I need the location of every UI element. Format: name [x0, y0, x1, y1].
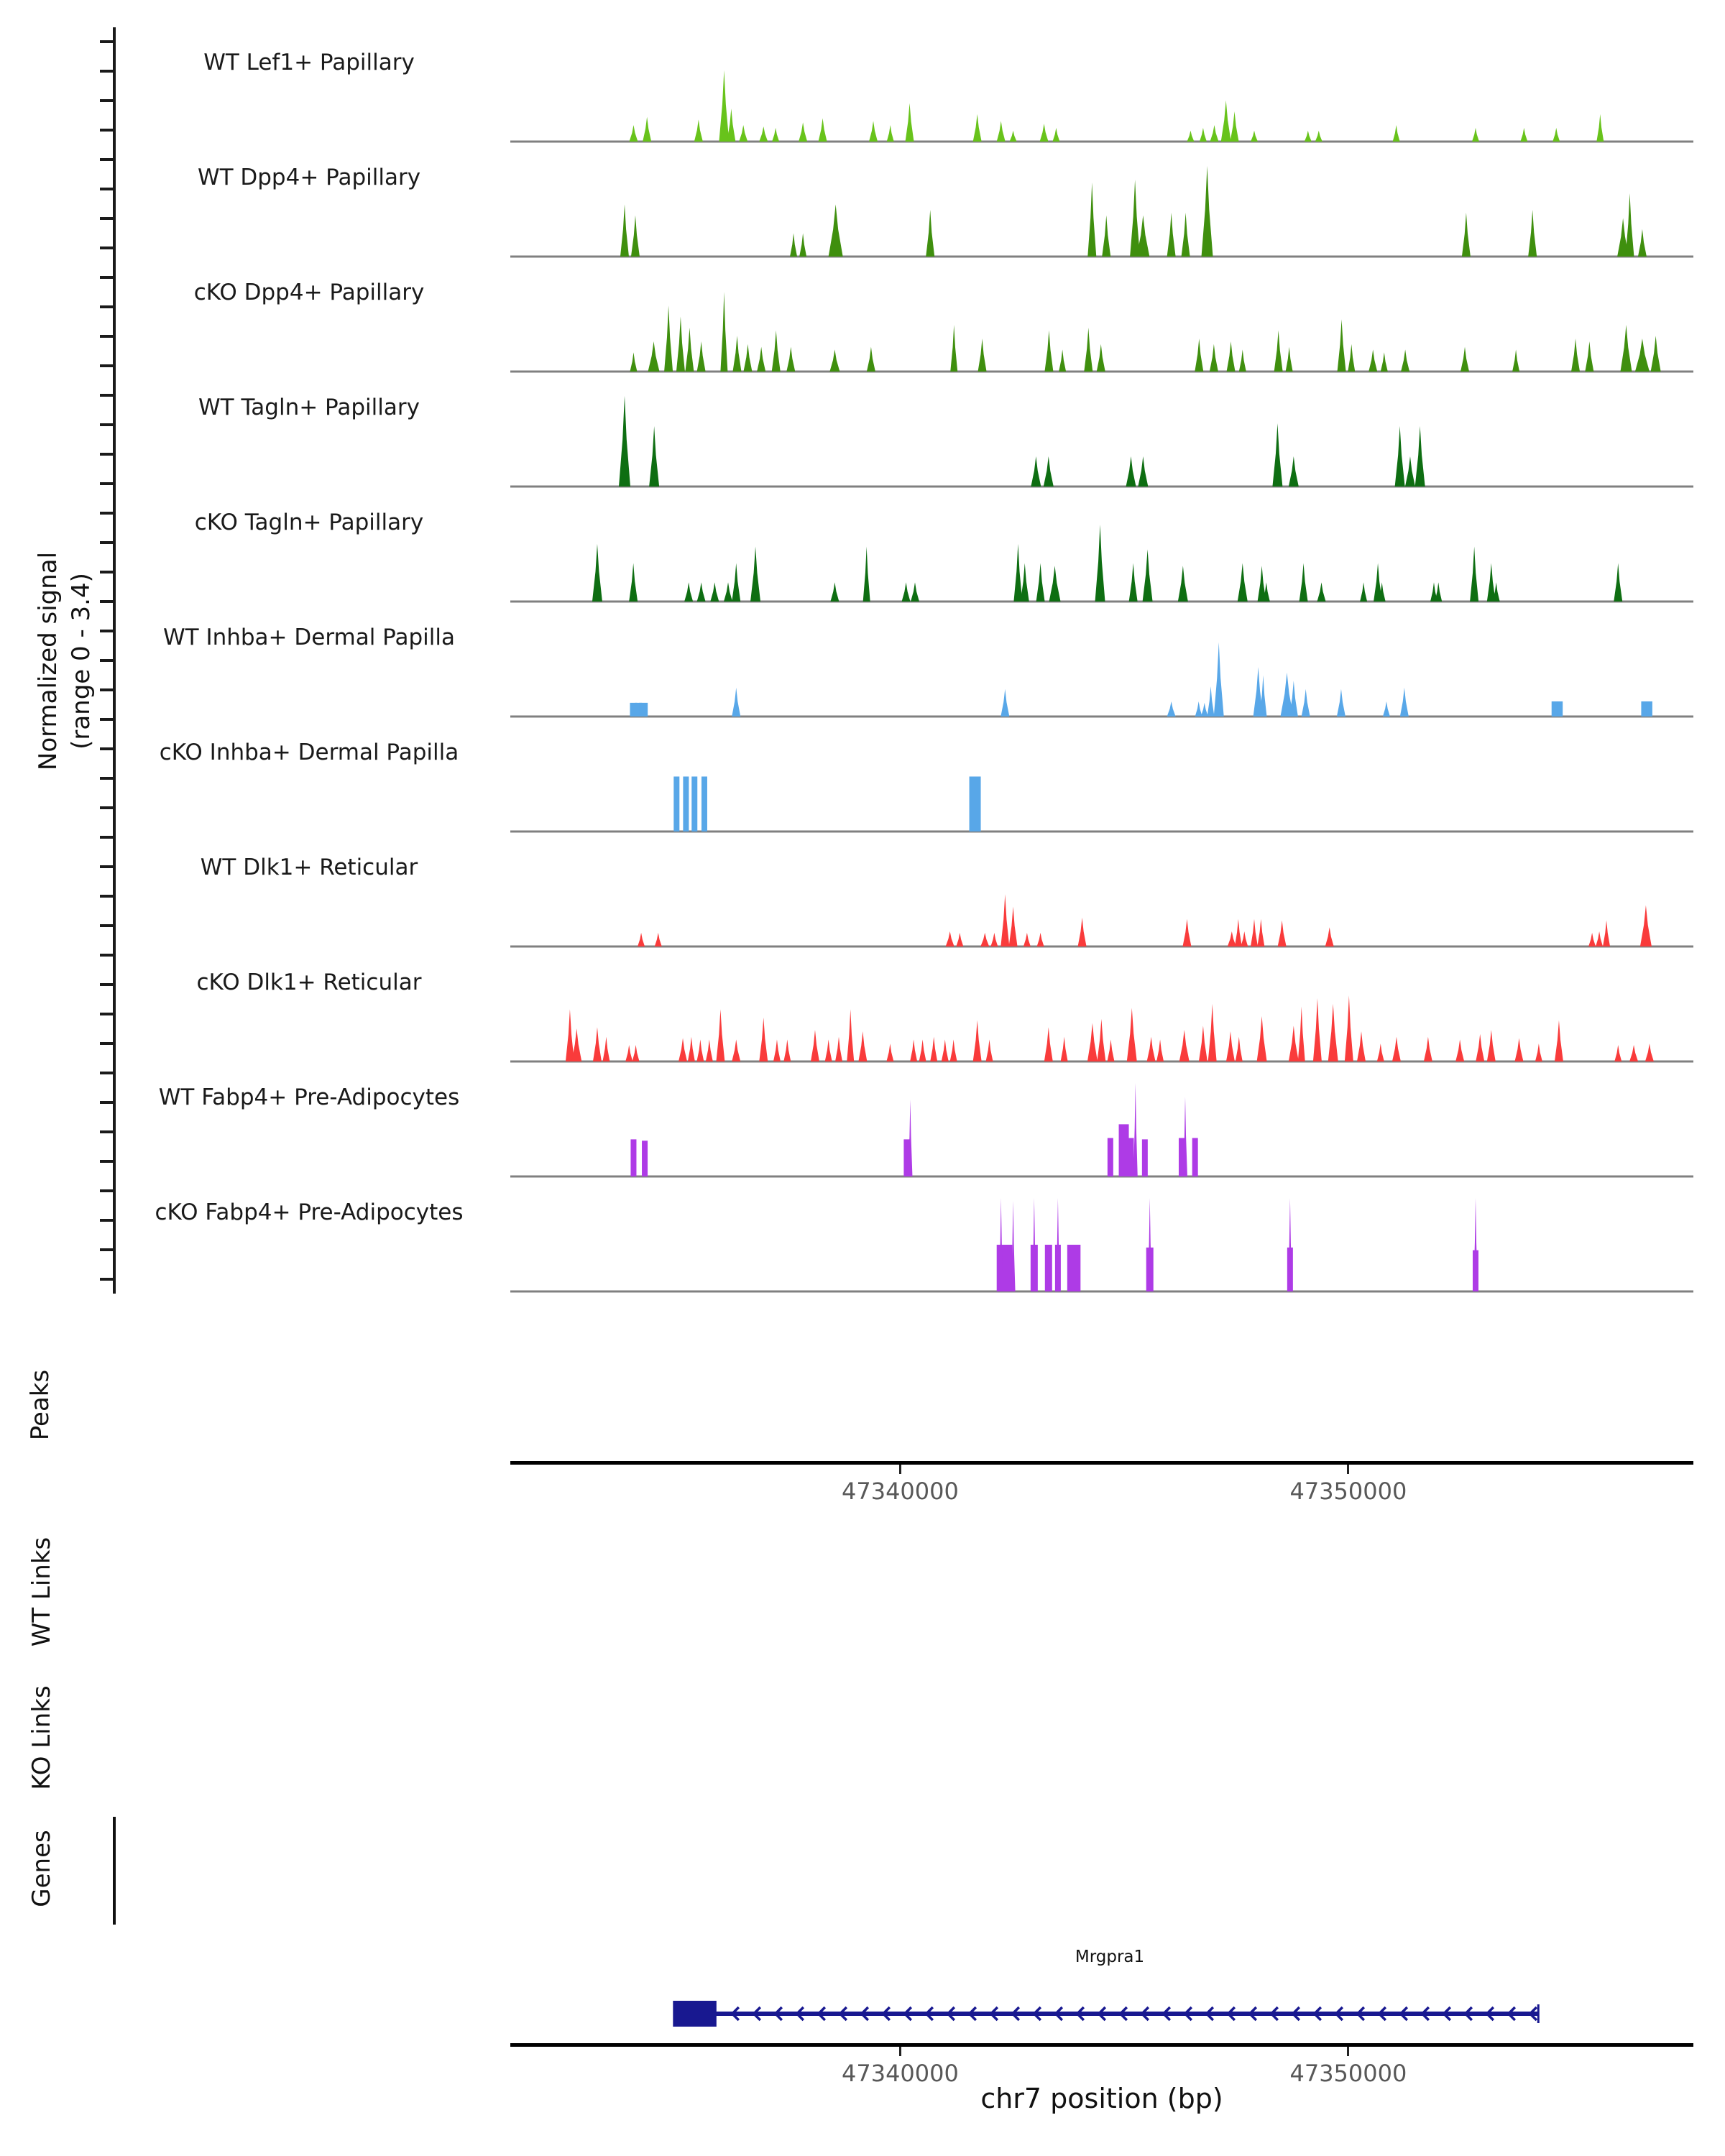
signal-peak: [1148, 1198, 1152, 1291]
signal-peak: [1401, 349, 1409, 372]
signal-peak: [673, 777, 679, 831]
signal-peak: [1557, 701, 1563, 717]
signal-peak: [1552, 128, 1560, 142]
peaks-section-label: Peaks: [26, 1369, 55, 1441]
signal-peak: [1005, 1245, 1012, 1291]
signal-peak: [1328, 1004, 1338, 1061]
signal-peak: [786, 347, 795, 372]
signal-peak: [619, 396, 630, 487]
signal-peak: [1625, 193, 1634, 257]
signal-peak: [1087, 1023, 1098, 1061]
signal-peak: [1095, 525, 1105, 602]
signal-peak: [593, 1027, 602, 1061]
signal-peak: [919, 1039, 926, 1061]
signal-peak: [1238, 563, 1248, 602]
coverage-track: [510, 1191, 1693, 1295]
signal-peak: [630, 352, 637, 372]
signal-peak: [631, 216, 640, 257]
signal-peak: [942, 1039, 949, 1061]
signal-peak: [625, 1045, 632, 1061]
signal-peak: [1136, 216, 1149, 257]
axis-tick-label: 47340000: [841, 1478, 959, 1505]
signal-peak: [1278, 921, 1287, 946]
track-label: WT Lef1+ Papillary: [203, 50, 415, 75]
axis-tick-label: 47340000: [841, 2060, 959, 2087]
signal-peak: [858, 1031, 867, 1061]
gene-model: [510, 1982, 1693, 2047]
signal-peak: [819, 119, 827, 142]
track-label: cKO Tagln+ Papillary: [194, 510, 424, 535]
signal-peak: [1201, 703, 1208, 717]
signal-peak: [1588, 933, 1596, 946]
coverage-track: [510, 271, 1693, 375]
signal-peak: [1075, 1245, 1080, 1291]
signal-peak: [1400, 688, 1409, 717]
signal-peak: [1133, 1083, 1138, 1176]
x-axis-title: chr7 position (bp): [980, 2083, 1223, 2114]
ko-links-section-label: KO Links: [27, 1685, 56, 1790]
axis-tick: [899, 2047, 901, 2056]
signal-peak: [790, 234, 797, 257]
axis-tick: [1347, 1465, 1349, 1474]
signal-peak: [1084, 328, 1092, 372]
signal-peak: [986, 1039, 993, 1061]
signal-peak: [1302, 689, 1310, 717]
signal-peak: [1044, 456, 1054, 487]
signal-peak: [1241, 931, 1248, 946]
signal-peak: [1455, 1039, 1464, 1061]
signal-peak: [1208, 1004, 1217, 1061]
signal-peak: [1629, 1045, 1638, 1061]
signal-peak: [1102, 216, 1110, 257]
signal-peak: [678, 1038, 687, 1062]
signal-peak: [691, 777, 697, 831]
signal-peak: [1368, 349, 1377, 372]
track-baseline: [510, 1176, 1693, 1178]
wt-links-section-label: WT Links: [27, 1537, 56, 1647]
signal-peak: [1044, 1027, 1053, 1061]
signal-peak: [973, 1021, 982, 1061]
signal-peak: [716, 1009, 724, 1061]
signal-peak: [1036, 563, 1045, 602]
signal-peak: [620, 204, 629, 257]
signal-peak: [1472, 128, 1479, 142]
signal-peak: [1288, 1198, 1292, 1291]
signal-peak: [1473, 1198, 1478, 1291]
signal-peak: [649, 426, 659, 487]
coverage-track: [510, 41, 1693, 145]
signal-peak: [1127, 1008, 1137, 1061]
signal-peak: [1377, 1044, 1384, 1061]
signal-peak: [566, 1009, 574, 1061]
signal-peak: [950, 325, 957, 372]
track-baseline: [510, 716, 1693, 718]
axis-tick-label: 47350000: [1289, 1478, 1407, 1505]
signal-peak: [1052, 128, 1059, 142]
signal-peak: [719, 70, 729, 142]
signal-peak: [1345, 995, 1353, 1061]
signal-peak: [1221, 101, 1231, 142]
signal-peak: [1009, 907, 1018, 946]
signal-peak: [1226, 1031, 1235, 1061]
signal-peak: [973, 114, 982, 142]
signal-peak: [1049, 566, 1061, 602]
signal-peak: [743, 344, 752, 372]
y-axis-title: [32, 431, 98, 891]
signal-peak: [1143, 549, 1153, 602]
signal-peak: [811, 1030, 819, 1061]
signal-peak: [571, 1028, 581, 1061]
signal-peak: [1235, 919, 1242, 946]
signal-peak: [1108, 1138, 1113, 1176]
track-label: WT Inhba+ Dermal Papilla: [163, 625, 455, 650]
signal-peak: [1487, 1030, 1496, 1061]
signal-peak: [1555, 1021, 1563, 1061]
signal-peak: [1585, 341, 1593, 372]
signal-peak: [732, 1039, 740, 1061]
signal-peak: [629, 563, 638, 602]
signal-peak: [1156, 1039, 1164, 1061]
signal-peak: [1251, 919, 1258, 946]
signal-peak: [1405, 456, 1415, 487]
signal-peak: [1462, 213, 1471, 257]
signal-peak: [1138, 456, 1148, 487]
signal-peak: [1210, 344, 1218, 372]
signal-peak: [772, 128, 779, 142]
signal-peak: [1147, 1037, 1156, 1061]
signal-peak: [676, 317, 685, 372]
signal-peak: [1037, 933, 1044, 946]
signal-peak: [1078, 918, 1087, 946]
signal-peak: [697, 341, 706, 372]
signal-peak: [592, 544, 602, 602]
gene-exon: [673, 2001, 716, 2027]
signal-peak: [1183, 1097, 1187, 1176]
signal-peak: [1195, 701, 1202, 717]
signal-peak: [946, 931, 954, 946]
track-label: cKO Inhba+ Dermal Papilla: [159, 740, 459, 765]
signal-peak: [1179, 1030, 1190, 1061]
signal-peak: [1381, 352, 1388, 372]
signal-peak: [1638, 229, 1647, 257]
signal-peak: [1107, 1039, 1114, 1061]
signal-peak: [724, 582, 732, 602]
signal-peak: [1470, 547, 1478, 602]
signal-peak: [1010, 131, 1017, 142]
track-label: cKO Dlk1+ Reticular: [196, 969, 422, 995]
track-baseline: [510, 1291, 1693, 1293]
signal-peak: [706, 1039, 713, 1061]
signal-peak: [694, 119, 703, 142]
signal-peak: [638, 933, 645, 946]
track-label: WT Dpp4+ Papillary: [197, 165, 421, 190]
track-baseline: [510, 141, 1693, 143]
axis-tick-label: 47350000: [1289, 2060, 1407, 2087]
signal-peak: [1259, 676, 1266, 717]
signal-peak: [1392, 1037, 1401, 1061]
coverage-track: [510, 846, 1693, 950]
signal-peak: [908, 1100, 912, 1176]
signal-peak: [1087, 183, 1096, 257]
signal-peak: [829, 349, 840, 372]
signal-peak: [1317, 582, 1326, 602]
signal-peak: [799, 122, 807, 142]
signal-peak: [773, 1039, 781, 1061]
signal-peak: [1640, 906, 1652, 946]
signal-peak: [1059, 349, 1066, 372]
signal-peak: [1167, 213, 1176, 257]
signal-peak: [887, 125, 894, 142]
signal-peak: [1129, 563, 1138, 602]
signal-peak: [1651, 336, 1661, 372]
signal-peak: [1119, 1124, 1129, 1176]
signal-peak: [1199, 1026, 1208, 1061]
track-label: cKO Dpp4+ Papillary: [193, 280, 425, 305]
signal-peak: [978, 338, 987, 372]
signal-peak: [1000, 894, 1009, 946]
signal-peak: [750, 547, 760, 602]
signal-peak: [1528, 210, 1537, 257]
axis-tick: [1347, 2047, 1349, 2056]
signal-peak: [1128, 1138, 1134, 1176]
signal-peak: [1647, 701, 1652, 717]
signal-peak: [1360, 582, 1367, 602]
signal-peak: [688, 1037, 695, 1061]
signal-peak: [1620, 325, 1632, 372]
signal-peak: [1208, 686, 1215, 717]
signal-peak: [1520, 128, 1527, 142]
genes-axis-line: [113, 1817, 116, 1925]
signal-peak: [1286, 347, 1293, 372]
signal-peak: [685, 328, 694, 372]
signal-peak: [629, 125, 638, 142]
signal-peak: [1200, 128, 1207, 142]
genes-section-label: Genes: [27, 1830, 56, 1907]
signal-peak: [1257, 1016, 1267, 1061]
coverage-track: [510, 961, 1693, 1065]
signal-peak: [1167, 701, 1176, 717]
signal-peak: [1142, 1139, 1148, 1176]
signal-peak: [1348, 344, 1355, 372]
signal-peak: [696, 1039, 704, 1061]
track-baseline: [510, 486, 1693, 488]
signal-peak: [772, 331, 781, 372]
signal-peak: [1097, 1019, 1105, 1061]
signal-peak: [1130, 180, 1140, 257]
signal-peak: [1300, 563, 1308, 602]
signal-peak: [1187, 131, 1194, 142]
peaks-axis-line: [510, 1461, 1693, 1465]
signal-peak: [683, 777, 689, 831]
signal-peak: [1337, 689, 1346, 717]
signal-peak: [1641, 701, 1647, 717]
signal-peak: [720, 292, 727, 372]
signal-peak: [1512, 349, 1519, 372]
signal-peak: [950, 1039, 957, 1061]
signal-peak: [799, 234, 806, 257]
signal-peak: [759, 1018, 768, 1061]
signal-peak: [1476, 1034, 1484, 1061]
signal-peak: [1383, 701, 1390, 717]
signal-peak: [632, 1045, 640, 1061]
signal-peak: [1236, 1037, 1243, 1061]
signal-peak: [1024, 933, 1031, 946]
signal-peak: [910, 1039, 917, 1061]
signal-peak: [1210, 125, 1218, 142]
signal-peak: [1214, 642, 1224, 717]
signal-peak: [1192, 1138, 1198, 1176]
signal-peak: [980, 933, 989, 946]
signal-peak: [926, 210, 934, 257]
signal-peak: [1325, 927, 1334, 946]
signal-peak: [1274, 331, 1283, 372]
signal-peak: [1603, 921, 1610, 946]
signal-peak: [1031, 456, 1041, 487]
signal-peak: [630, 1139, 636, 1176]
axis-tick: [899, 1465, 901, 1474]
signal-peak: [1289, 456, 1299, 487]
signal-peak: [863, 547, 870, 602]
signal-peak: [1239, 349, 1246, 372]
signal-peak: [1305, 131, 1312, 142]
track-label: WT Dlk1+ Reticular: [200, 854, 418, 880]
signal-peak: [1000, 689, 1009, 717]
signal-peak: [1013, 544, 1022, 602]
signal-peak: [643, 117, 651, 142]
signal-peak: [1635, 338, 1650, 372]
signal-peak: [1514, 1038, 1523, 1062]
coverage-track: [510, 501, 1693, 605]
signal-peak: [829, 204, 843, 257]
coverage-track: [510, 156, 1693, 260]
signal-peak: [1315, 131, 1322, 142]
signal-peak: [697, 582, 706, 602]
signal-peak: [886, 1044, 893, 1061]
signal-peak: [1202, 166, 1213, 257]
signal-peak: [1338, 319, 1346, 372]
coverage-track: [510, 1076, 1693, 1180]
y-axis-title-line2: (range 0 - 3.4): [67, 573, 96, 750]
signal-peak: [835, 1037, 842, 1061]
signal-peak: [867, 347, 875, 372]
signal-peak: [783, 1039, 791, 1061]
track-label: cKO Fabp4+ Pre-Adipocytes: [155, 1199, 464, 1225]
signal-peak: [902, 582, 911, 602]
signal-peak: [1571, 338, 1580, 372]
signal-peak: [1227, 341, 1236, 372]
signal-peak: [1272, 423, 1282, 487]
signal-peak: [1596, 114, 1604, 142]
signal-peak: [655, 933, 662, 946]
signal-peak: [825, 1039, 832, 1061]
signal-peak: [1044, 331, 1053, 372]
signal-peak: [739, 125, 748, 142]
y-axis-title-line1: Normalized signal: [34, 551, 63, 771]
genome-axis-line: [510, 2043, 1693, 2047]
signal-peak: [732, 563, 740, 602]
coverage-track: [510, 731, 1693, 835]
coverage-track: [510, 386, 1693, 490]
signal-peak: [757, 347, 765, 372]
signal-peak: [1535, 1044, 1542, 1061]
signal-peak: [930, 1037, 937, 1061]
signal-peak: [1045, 1245, 1052, 1291]
signal-peak: [1021, 563, 1029, 602]
track-label: WT Tagln+ Papillary: [198, 395, 420, 420]
signal-peak: [1228, 931, 1236, 946]
gene-body-line: [714, 2012, 1538, 2016]
signal-peak: [664, 305, 673, 372]
signal-peak: [1614, 1045, 1622, 1061]
signal-peak: [1614, 563, 1622, 602]
signal-peak: [1257, 919, 1264, 946]
signal-peak: [1298, 1007, 1305, 1061]
signal-peak: [1435, 582, 1442, 602]
signal-peak: [1195, 338, 1203, 372]
signal-peak: [1061, 1037, 1068, 1061]
signal-peak: [639, 703, 648, 717]
signal-peak: [1097, 344, 1105, 372]
signal-peak: [759, 126, 768, 142]
signal-peak: [1182, 213, 1190, 257]
signal-peak: [602, 1037, 610, 1061]
signal-peak: [1357, 1031, 1366, 1061]
track-label: WT Fabp4+ Pre-Adipocytes: [158, 1084, 460, 1110]
signal-peak: [1313, 998, 1322, 1061]
signal-peak: [1040, 124, 1049, 142]
signal-peak: [911, 582, 919, 602]
signal-peak: [1596, 931, 1603, 946]
signal-peak: [642, 1141, 648, 1176]
gene-name-label: Mrgpra1: [1075, 1948, 1145, 1966]
signal-peak: [1415, 426, 1425, 487]
signal-peak: [830, 582, 839, 602]
signal-peak: [1126, 456, 1136, 487]
signal-peak: [1178, 566, 1188, 602]
signal-peak: [906, 103, 914, 142]
signal-peak: [710, 582, 719, 602]
signal-peak: [1552, 701, 1558, 717]
coverage-track: [510, 616, 1693, 720]
track-baseline: [510, 946, 1693, 948]
signal-peak: [990, 933, 998, 946]
signal-peak: [997, 121, 1006, 142]
signal-peak: [727, 109, 735, 142]
signal-peak: [732, 336, 741, 372]
signal-peak: [869, 121, 878, 142]
signal-peak: [1393, 125, 1400, 142]
signal-peak: [1645, 1044, 1654, 1061]
signal-peak: [1460, 347, 1469, 372]
track-baseline: [510, 256, 1693, 258]
signal-peak: [684, 582, 693, 602]
signal-peak: [847, 1009, 854, 1061]
signal-peak: [702, 777, 707, 831]
signal-peak: [1182, 919, 1191, 946]
signal-peak: [732, 688, 740, 717]
signal-peak: [1251, 131, 1258, 142]
signal-peak: [648, 341, 660, 372]
signal-peak: [970, 777, 981, 831]
signal-peak: [1289, 681, 1298, 717]
signal-peak: [1395, 426, 1405, 487]
signal-peak: [1289, 1026, 1299, 1061]
signal-peak: [1424, 1037, 1432, 1061]
signal-peak: [956, 933, 963, 946]
signal-peak: [1230, 111, 1239, 142]
